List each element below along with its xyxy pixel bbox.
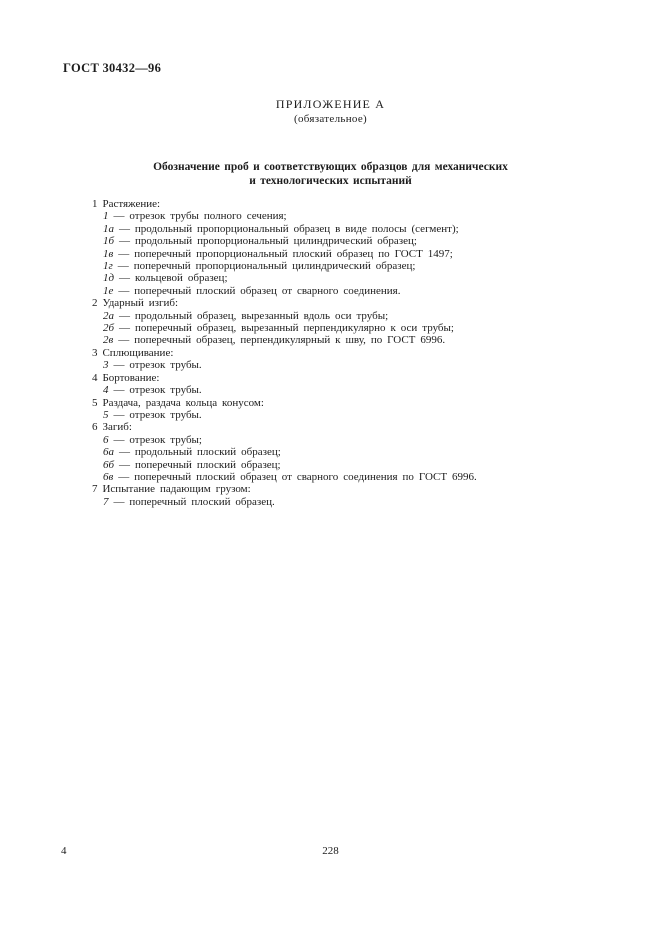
- specimen-description: поперечный пропорциональный плоский образец по ГОСТ 1497;: [134, 247, 453, 260]
- specimen-id: 7: [103, 495, 109, 508]
- specimen-id: 6: [103, 433, 109, 446]
- section-heading: [92, 421, 622, 433]
- dash-separator: —: [113, 495, 125, 508]
- dash-separator: —: [119, 322, 130, 335]
- test-list: [92, 198, 622, 508]
- specimen-entry: [92, 496, 622, 508]
- dash-separator: —: [119, 458, 130, 471]
- running-page-number: 228: [322, 845, 339, 857]
- specimen-entry: [92, 210, 622, 222]
- section-title: [0, 160, 661, 188]
- dash-separator: —: [118, 309, 130, 322]
- specimen-description: поперечный пропорциональный цилиндрический образец;: [133, 260, 416, 273]
- specimen-description: отрезок трубы.: [129, 384, 202, 397]
- dash-separator: —: [118, 284, 130, 297]
- section-label: Ударный изгиб:: [102, 297, 179, 310]
- dash-separator: —: [118, 334, 130, 347]
- specimen-description: продольный пропорциональный образец в виде полосы (сегмент);: [134, 222, 459, 235]
- specimen-description: поперечный образец, вырезанный перпендикулярно к оси трубы;: [134, 322, 454, 335]
- specimen-description: отрезок трубы полного сечения;: [129, 210, 287, 223]
- dash-separator: —: [113, 433, 125, 446]
- section-heading: [92, 347, 622, 359]
- dash-separator: —: [118, 470, 130, 483]
- section-number: 2: [92, 297, 98, 310]
- specimen-description: отрезок трубы;: [129, 433, 202, 446]
- section-title-line-2: и технологических испытаний: [249, 175, 412, 187]
- page-number: 4: [61, 845, 67, 857]
- specimen-entry: [92, 384, 622, 396]
- section-number: 7: [92, 483, 98, 496]
- specimen-id: 1б: [103, 235, 115, 248]
- section-label: Сплющивание:: [102, 346, 174, 359]
- section-heading: [92, 297, 622, 309]
- section-label: Загиб:: [102, 421, 132, 434]
- specimen-id: 2а: [103, 309, 114, 322]
- dash-separator: —: [113, 384, 125, 397]
- specimen-description: продольный пропорциональный цилиндрический образец;: [134, 235, 417, 248]
- specimen-description: продольный образец, вырезанный вдоль оси трубы;: [134, 309, 389, 322]
- specimen-entry: [92, 446, 622, 458]
- specimen-description: отрезок трубы.: [129, 408, 202, 421]
- section-number: 5: [92, 396, 98, 409]
- section-label: Бортование:: [102, 371, 160, 384]
- specimen-description: поперечный плоский образец от сварного соединения.: [134, 284, 401, 297]
- specimen-description: поперечный плоский образец.: [129, 495, 275, 508]
- specimen-entry: [92, 235, 622, 247]
- section-title-line-1: Обозначение проб и соответствующих образцов для механических: [153, 161, 508, 173]
- dash-separator: —: [118, 222, 130, 235]
- section-heading: [92, 372, 622, 384]
- specimen-id: 3: [103, 359, 109, 372]
- specimen-entry: [92, 272, 622, 284]
- specimen-id: 1д: [103, 272, 115, 285]
- specimen-id: 6в: [103, 470, 114, 483]
- section-label: Испытание падающим грузом:: [102, 483, 251, 496]
- specimen-entry: [92, 248, 622, 260]
- section-number: 4: [92, 371, 98, 384]
- section-number: 6: [92, 421, 98, 434]
- specimen-id: 2в: [103, 334, 114, 347]
- specimen-id: 1а: [103, 222, 114, 235]
- specimen-id: 6б: [103, 458, 115, 471]
- section-heading: [92, 397, 622, 409]
- specimen-entry: [92, 459, 622, 471]
- dash-separator: —: [113, 359, 125, 372]
- specimen-entry: [92, 334, 622, 346]
- specimen-id: 6а: [103, 446, 114, 459]
- specimen-entry: [92, 260, 622, 272]
- dash-separator: —: [117, 260, 129, 273]
- specimen-id: 1: [103, 210, 109, 223]
- specimen-description: поперечный образец, перпендикулярный к шву, по ГОСТ 6996.: [134, 334, 446, 347]
- specimen-entry: [92, 471, 622, 483]
- section-label: Раздача, раздача кольца конусом:: [102, 396, 264, 409]
- specimen-id: 1е: [103, 284, 114, 297]
- dash-separator: —: [118, 247, 130, 260]
- specimen-id: 2б: [103, 322, 115, 335]
- specimen-id: 5: [103, 408, 109, 421]
- specimen-entry: [92, 322, 622, 334]
- dash-separator: —: [118, 446, 130, 459]
- specimen-entry: [92, 409, 622, 421]
- specimen-id: 4: [103, 384, 109, 397]
- section-heading: [92, 483, 622, 495]
- appendix-obligation-note: (обязательное): [294, 113, 367, 125]
- dash-separator: —: [113, 408, 125, 421]
- section-heading: [92, 198, 622, 210]
- specimen-entry: [92, 359, 622, 371]
- specimen-description: отрезок трубы.: [129, 359, 202, 372]
- specimen-entry: [92, 223, 622, 235]
- dash-separator: —: [119, 272, 131, 285]
- section-number: 1: [92, 198, 98, 210]
- appendix-title: ПРИЛОЖЕНИЕ А: [275, 97, 386, 111]
- dash-separator: —: [113, 210, 125, 223]
- appendix-header: [0, 97, 661, 125]
- specimen-description: поперечный плоский образец;: [134, 458, 281, 471]
- document-code: ГОСТ 30432—96: [63, 61, 162, 75]
- section-label: Растяжение:: [102, 198, 161, 210]
- specimen-description: продольный плоский образец;: [134, 446, 281, 459]
- specimen-id: 1г: [103, 260, 113, 273]
- specimen-entry: [92, 310, 622, 322]
- specimen-description: кольцевой образец;: [134, 272, 228, 285]
- section-number: 3: [92, 346, 98, 359]
- specimen-id: 1в: [103, 247, 114, 260]
- specimen-entry: [92, 434, 622, 446]
- dash-separator: —: [119, 235, 130, 248]
- specimen-description: поперечный плоский образец от сварного соединения по ГОСТ 6996.: [134, 470, 477, 483]
- specimen-entry: [92, 285, 622, 297]
